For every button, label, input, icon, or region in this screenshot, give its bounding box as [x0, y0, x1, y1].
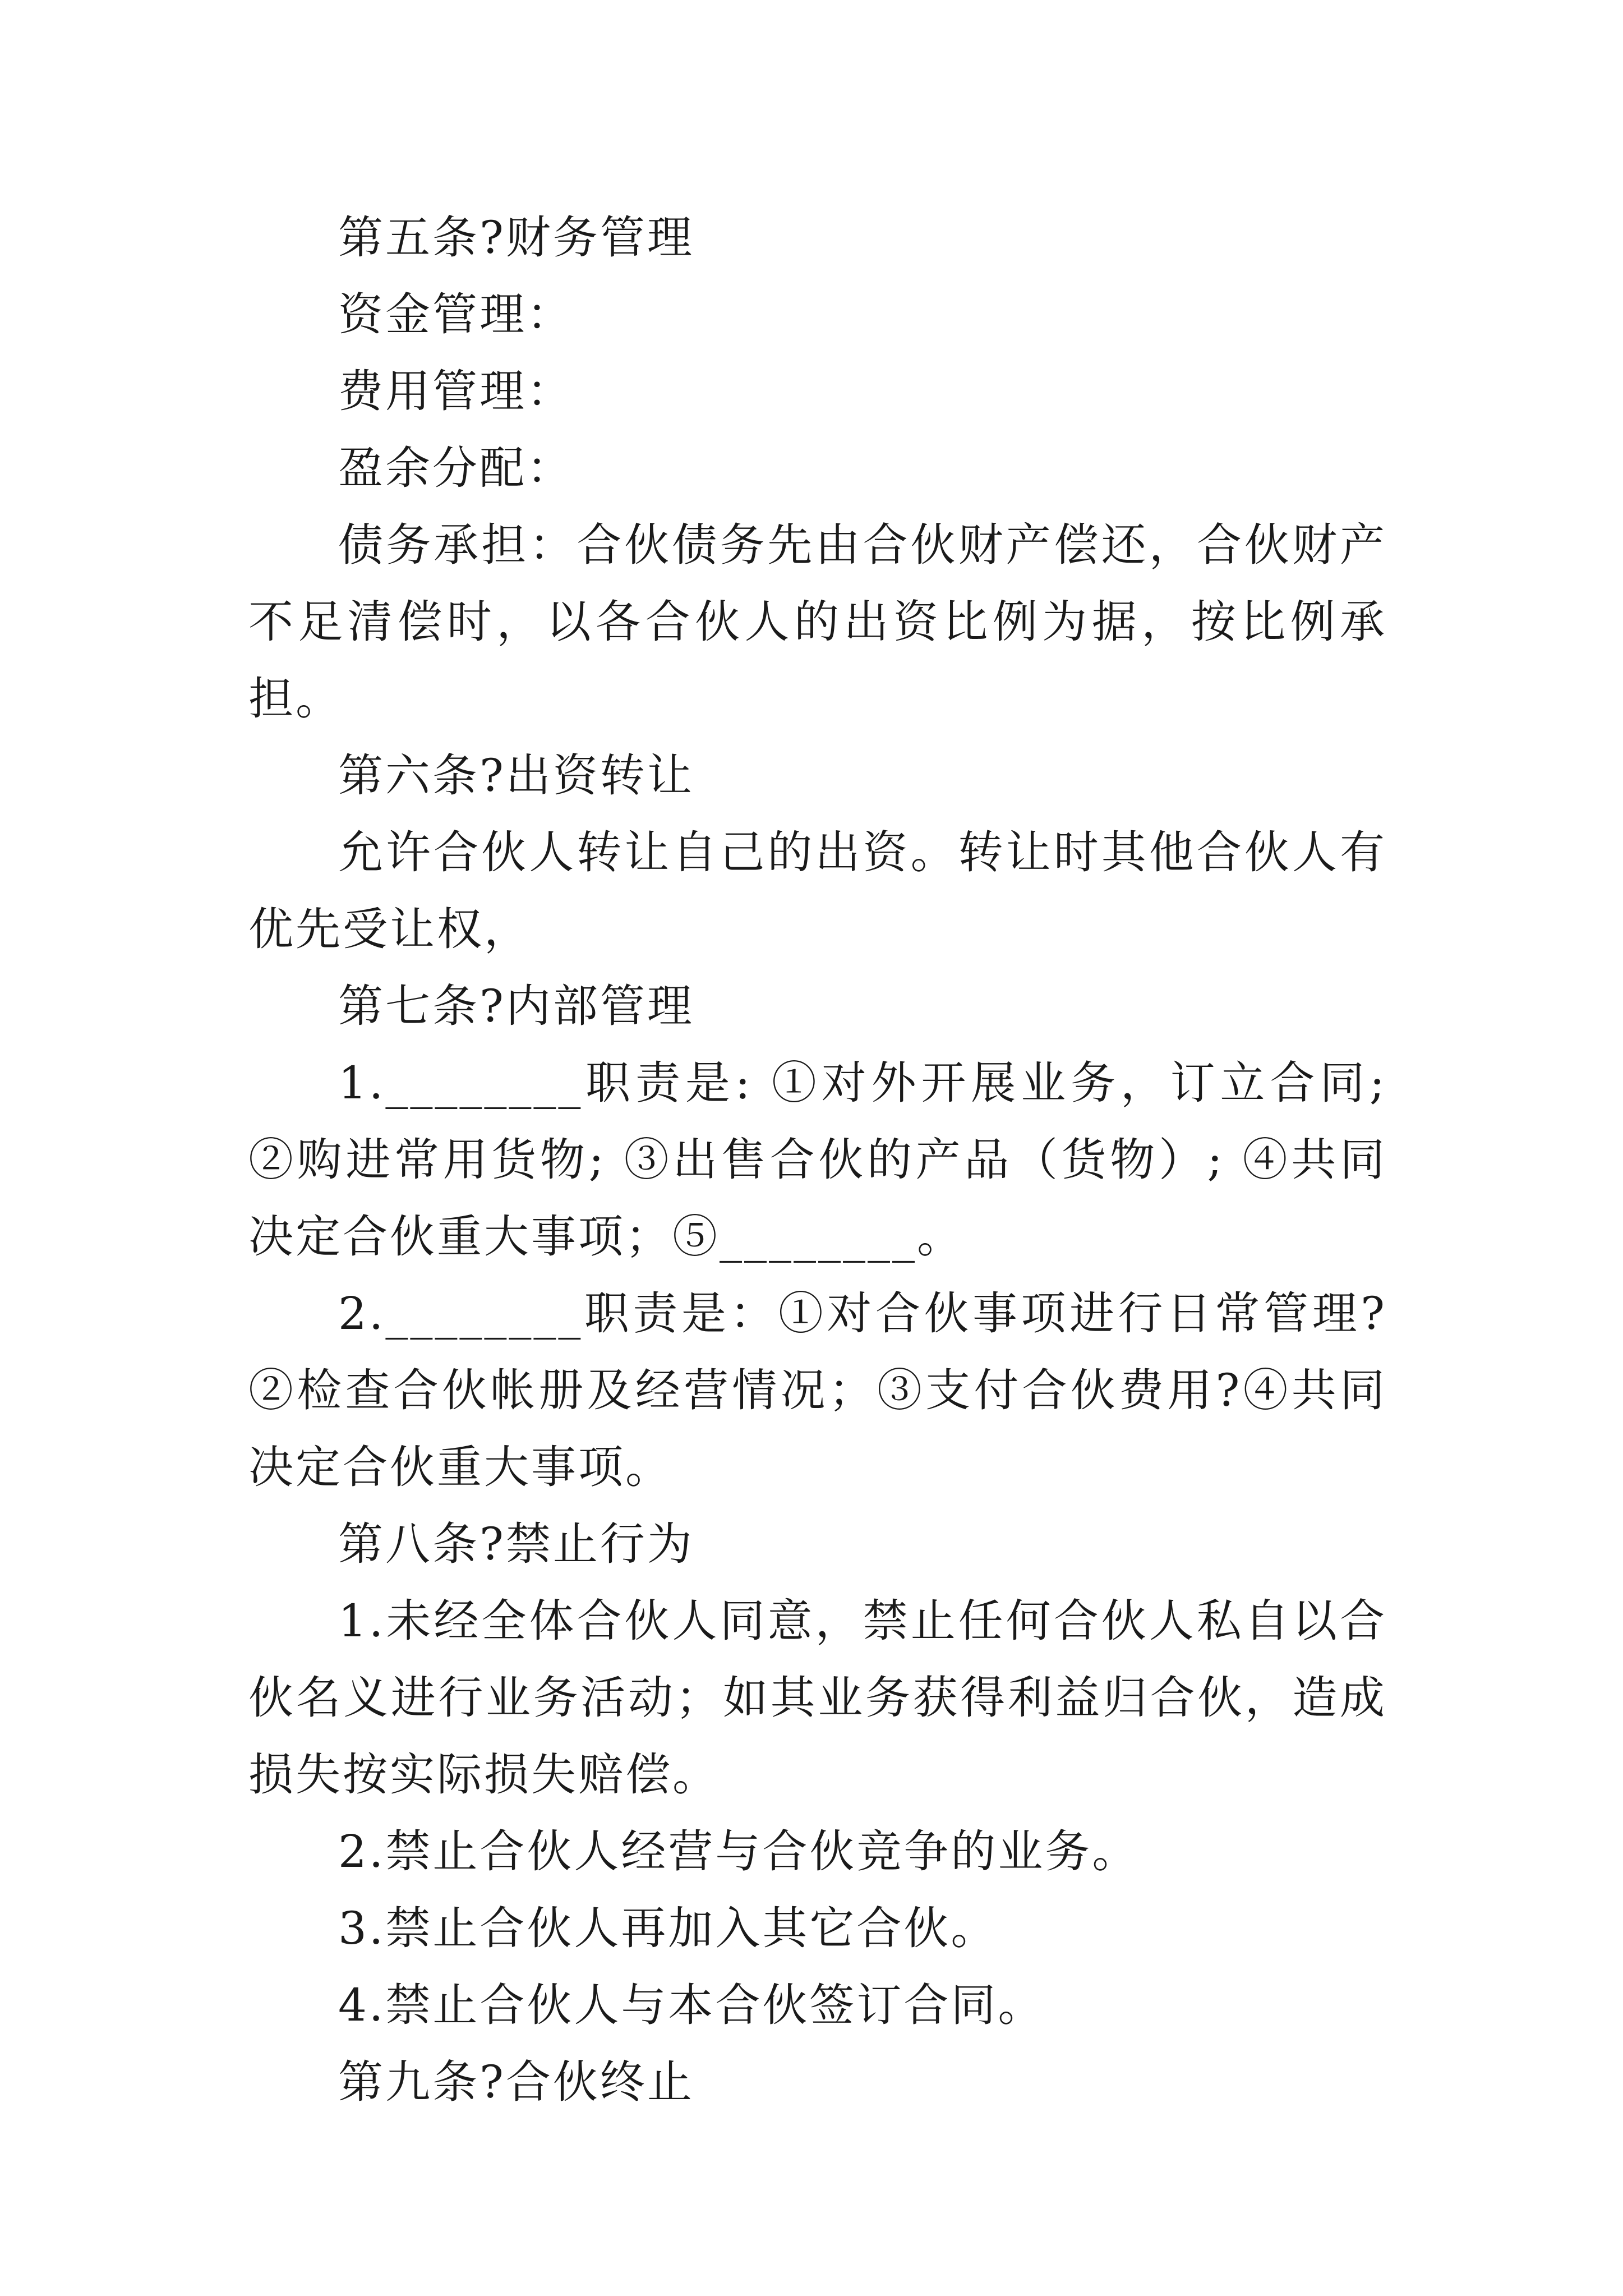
capital-transfer-paragraph: 允许合伙人转让自己的出资。转让时其他合伙人有优先受让权， [248, 826, 1387, 955]
article-5-heading: 第五条?财务管理 [338, 211, 694, 264]
fund-management-item: 资金管理： [338, 288, 574, 341]
document-body [248, 199, 1404, 2120]
debt-bearing-paragraph: 债务承担：合伙债务先由合伙财产偿还，合伙财产不足清偿时，以各合伙人的出资比例为据，按比例承担。 [248, 519, 1387, 725]
article-9-heading: 第九条?合伙终止 [338, 2056, 694, 2108]
article-7-heading: 第七条?内部管理 [338, 980, 694, 1032]
expense-management-item: 费用管理： [338, 365, 574, 417]
prohibited-item-3: 3.禁止合伙人再加入其它合伙。 [338, 1902, 998, 1954]
prohibited-item-4: 4.禁止合伙人与本合伙签订合同。 [338, 1979, 1045, 2031]
internal-management-item-1: 1.________职责是: ①对外开展业务，订立合同; ②购进常用货物; ③出售合伙的产品（货物）; ④共同决定合伙重大事项；⑤________。 [248, 1057, 1404, 1263]
prohibited-item-1: 1.未经全体合伙人同意，禁止任何合伙人私自以合伙名义进行业务活动；如其业务获得利益归合伙，造成损失按实际损失赔偿。 [248, 1595, 1387, 1801]
prohibited-item-2: 2.禁止合伙人经营与合伙竞争的业务。 [338, 1825, 1140, 1878]
surplus-distribution-item: 盈余分配： [338, 442, 574, 494]
article-6-heading: 第六条?出资转让 [338, 749, 694, 802]
internal-management-item-2: 2.________职责是：①对合伙事项进行日常管理?②检查合伙帐册及经营情况；③支付合伙费用?④共同决定合伙重大事项。 [248, 1287, 1387, 1493]
article-8-heading: 第八条?禁止行为 [338, 1518, 694, 1570]
